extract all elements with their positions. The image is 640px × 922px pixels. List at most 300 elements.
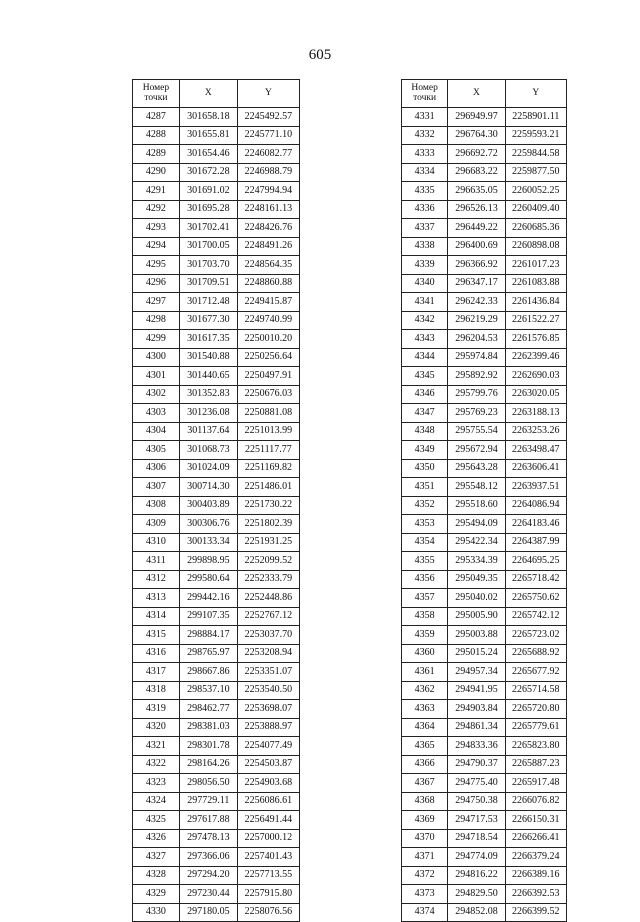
x-coordinate-cell: 300306.76	[179, 515, 237, 534]
y-coordinate-cell: 2252448.86	[237, 589, 299, 608]
point-number-cell: 4313	[133, 589, 180, 608]
y-coordinate-cell: 2265917.48	[505, 774, 566, 793]
point-number-cell: 4353	[402, 515, 448, 534]
x-coordinate-cell: 298537.10	[179, 681, 237, 700]
point-number-cell: 4317	[133, 663, 180, 682]
table-row	[402, 644, 567, 663]
table-row	[402, 737, 567, 756]
table-row	[133, 848, 300, 867]
point-number-cell: 4321	[133, 737, 180, 756]
x-coordinate-cell: 296242.33	[448, 293, 505, 312]
table-row	[133, 256, 300, 275]
table-row	[402, 607, 567, 626]
x-coordinate-cell: 295040.02	[448, 589, 505, 608]
point-number-cell: 4294	[133, 237, 180, 256]
table-row	[133, 126, 300, 145]
table-row	[133, 626, 300, 645]
table-row	[402, 515, 567, 534]
table-row	[133, 459, 300, 478]
x-coordinate-cell: 294957.34	[448, 663, 505, 682]
x-coordinate-cell: 301712.48	[179, 293, 237, 312]
table-row	[402, 330, 567, 349]
x-coordinate-cell: 301617.35	[179, 330, 237, 349]
point-number-cell: 4325	[133, 811, 180, 830]
x-coordinate-cell: 298301.78	[179, 737, 237, 756]
table-row	[402, 367, 567, 386]
point-number-cell: 4350	[402, 459, 448, 478]
y-coordinate-cell: 2258076.56	[237, 903, 299, 922]
table-row	[402, 718, 567, 737]
y-coordinate-cell: 2264086.94	[505, 496, 566, 515]
y-coordinate-cell: 2263606.41	[505, 459, 566, 478]
y-coordinate-cell: 2257000.12	[237, 829, 299, 848]
point-number-cell: 4331	[402, 108, 448, 127]
table-row	[402, 903, 567, 922]
y-coordinate-cell: 2251117.77	[237, 441, 299, 460]
x-coordinate-cell: 297478.13	[179, 829, 237, 848]
x-coordinate-cell: 301137.64	[179, 422, 237, 441]
y-coordinate-cell: 2264183.46	[505, 515, 566, 534]
x-coordinate-cell: 301540.88	[179, 348, 237, 367]
table-row	[133, 644, 300, 663]
x-coordinate-cell: 298462.77	[179, 700, 237, 719]
table-row	[133, 533, 300, 552]
table-row	[402, 182, 567, 201]
x-coordinate-cell: 294774.09	[448, 848, 505, 867]
table-header-row	[133, 80, 300, 108]
x-coordinate-cell: 295518.60	[448, 496, 505, 515]
table-row	[133, 348, 300, 367]
y-coordinate-cell: 2265887.23	[505, 755, 566, 774]
point-number-cell: 4355	[402, 552, 448, 571]
y-coordinate-cell: 2263937.51	[505, 478, 566, 497]
table-row	[133, 274, 300, 293]
table-row	[402, 459, 567, 478]
x-coordinate-cell: 301655.81	[179, 126, 237, 145]
table-row	[402, 570, 567, 589]
y-coordinate-cell: 2265720.80	[505, 700, 566, 719]
x-coordinate-cell: 298056.50	[179, 774, 237, 793]
x-coordinate-cell: 295422.34	[448, 533, 505, 552]
y-coordinate-cell: 2253698.07	[237, 700, 299, 719]
y-coordinate-cell: 2251169.82	[237, 459, 299, 478]
x-coordinate-cell: 295643.28	[448, 459, 505, 478]
x-coordinate-cell: 296449.22	[448, 219, 505, 238]
y-coordinate-cell: 2266389.16	[505, 866, 566, 885]
header-point-number: Номер точки	[402, 80, 448, 108]
y-coordinate-cell: 2259877.50	[505, 163, 566, 182]
x-coordinate-cell: 296400.69	[448, 237, 505, 256]
table-row	[402, 293, 567, 312]
point-number-cell: 4315	[133, 626, 180, 645]
y-coordinate-cell: 2261017.23	[505, 256, 566, 275]
point-number-cell: 4295	[133, 256, 180, 275]
table-row	[402, 478, 567, 497]
x-coordinate-cell: 295005.90	[448, 607, 505, 626]
point-number-cell: 4312	[133, 570, 180, 589]
y-coordinate-cell: 2260409.40	[505, 200, 566, 219]
y-coordinate-cell: 2256491.44	[237, 811, 299, 830]
x-coordinate-cell: 294829.50	[448, 885, 505, 904]
x-coordinate-cell: 300133.34	[179, 533, 237, 552]
y-coordinate-cell: 2262399.46	[505, 348, 566, 367]
point-number-cell: 4299	[133, 330, 180, 349]
y-coordinate-cell: 2257401.43	[237, 848, 299, 867]
y-coordinate-cell: 2250497.91	[237, 367, 299, 386]
y-coordinate-cell: 2261522.27	[505, 311, 566, 330]
table-row	[133, 700, 300, 719]
point-number-cell: 4322	[133, 755, 180, 774]
point-number-cell: 4349	[402, 441, 448, 460]
point-number-cell: 4357	[402, 589, 448, 608]
table-row	[133, 737, 300, 756]
point-number-cell: 4319	[133, 700, 180, 719]
x-coordinate-cell: 301440.65	[179, 367, 237, 386]
x-coordinate-cell: 297366.06	[179, 848, 237, 867]
point-number-cell: 4309	[133, 515, 180, 534]
y-coordinate-cell: 2250256.64	[237, 348, 299, 367]
point-number-cell: 4351	[402, 478, 448, 497]
coordinates-table-right	[401, 79, 567, 922]
point-number-cell: 4360	[402, 644, 448, 663]
table-row	[402, 145, 567, 164]
table-header-row	[402, 80, 567, 108]
y-coordinate-cell: 2265742.12	[505, 607, 566, 626]
x-coordinate-cell: 295548.12	[448, 478, 505, 497]
x-coordinate-cell: 301695.28	[179, 200, 237, 219]
point-number-cell: 4292	[133, 200, 180, 219]
table-row	[402, 274, 567, 293]
y-coordinate-cell: 2266379.24	[505, 848, 566, 867]
y-coordinate-cell: 2251013.99	[237, 422, 299, 441]
point-number-cell: 4310	[133, 533, 180, 552]
point-number-cell: 4291	[133, 182, 180, 201]
y-coordinate-cell: 2253208.94	[237, 644, 299, 663]
point-number-cell: 4306	[133, 459, 180, 478]
y-coordinate-cell: 2248564.35	[237, 256, 299, 275]
table-row	[402, 866, 567, 885]
x-coordinate-cell: 301068.73	[179, 441, 237, 460]
point-number-cell: 4367	[402, 774, 448, 793]
table-row	[133, 404, 300, 423]
point-number-cell: 4304	[133, 422, 180, 441]
x-coordinate-cell: 299580.64	[179, 570, 237, 589]
y-coordinate-cell: 2254503.87	[237, 755, 299, 774]
header-y: Y	[505, 80, 566, 108]
x-coordinate-cell: 301654.46	[179, 145, 237, 164]
y-coordinate-cell: 2252333.79	[237, 570, 299, 589]
table-row	[402, 811, 567, 830]
x-coordinate-cell: 296949.97	[448, 108, 505, 127]
point-number-cell: 4372	[402, 866, 448, 885]
table-row	[402, 163, 567, 182]
header-x: X	[448, 80, 505, 108]
x-coordinate-cell: 300403.89	[179, 496, 237, 515]
x-coordinate-cell: 296366.92	[448, 256, 505, 275]
x-coordinate-cell: 296692.72	[448, 145, 505, 164]
table-row	[402, 256, 567, 275]
x-coordinate-cell: 294941.95	[448, 681, 505, 700]
table-row	[402, 404, 567, 423]
x-coordinate-cell: 301677.30	[179, 311, 237, 330]
point-number-cell: 4316	[133, 644, 180, 663]
table-row	[133, 866, 300, 885]
point-number-cell: 4364	[402, 718, 448, 737]
table-row	[402, 589, 567, 608]
point-number-cell: 4335	[402, 182, 448, 201]
point-number-cell: 4327	[133, 848, 180, 867]
x-coordinate-cell: 298884.17	[179, 626, 237, 645]
y-coordinate-cell: 2248860.88	[237, 274, 299, 293]
y-coordinate-cell: 2265688.92	[505, 644, 566, 663]
x-coordinate-cell: 296683.22	[448, 163, 505, 182]
y-coordinate-cell: 2249415.87	[237, 293, 299, 312]
point-number-cell: 4361	[402, 663, 448, 682]
point-number-cell: 4323	[133, 774, 180, 793]
y-coordinate-cell: 2263498.47	[505, 441, 566, 460]
y-coordinate-cell: 2265779.61	[505, 718, 566, 737]
point-number-cell: 4343	[402, 330, 448, 349]
table-row	[133, 663, 300, 682]
x-coordinate-cell: 301691.02	[179, 182, 237, 201]
table-row	[402, 663, 567, 682]
y-coordinate-cell: 2252099.52	[237, 552, 299, 571]
y-coordinate-cell: 2261576.85	[505, 330, 566, 349]
y-coordinate-cell: 2263253.26	[505, 422, 566, 441]
y-coordinate-cell: 2259844.58	[505, 145, 566, 164]
y-coordinate-cell: 2252767.12	[237, 607, 299, 626]
x-coordinate-cell: 296219.29	[448, 311, 505, 330]
table-row	[133, 811, 300, 830]
x-coordinate-cell: 297617.88	[179, 811, 237, 830]
y-coordinate-cell: 2257915.80	[237, 885, 299, 904]
x-coordinate-cell: 295755.54	[448, 422, 505, 441]
x-coordinate-cell: 298164.26	[179, 755, 237, 774]
table-row	[133, 422, 300, 441]
x-coordinate-cell: 297294.20	[179, 866, 237, 885]
y-coordinate-cell: 2254077.49	[237, 737, 299, 756]
point-number-cell: 4354	[402, 533, 448, 552]
x-coordinate-cell: 301024.09	[179, 459, 237, 478]
table-row	[133, 219, 300, 238]
x-coordinate-cell: 294861.34	[448, 718, 505, 737]
y-coordinate-cell: 2265750.62	[505, 589, 566, 608]
y-coordinate-cell: 2260052.25	[505, 182, 566, 201]
y-coordinate-cell: 2266076.82	[505, 792, 566, 811]
y-coordinate-cell: 2250676.03	[237, 385, 299, 404]
y-coordinate-cell: 2248491.26	[237, 237, 299, 256]
table-row	[402, 422, 567, 441]
x-coordinate-cell: 294717.53	[448, 811, 505, 830]
point-number-cell: 4370	[402, 829, 448, 848]
table-row	[402, 774, 567, 793]
x-coordinate-cell: 299898.95	[179, 552, 237, 571]
point-number-cell: 4324	[133, 792, 180, 811]
x-coordinate-cell: 296204.53	[448, 330, 505, 349]
y-coordinate-cell: 2245492.57	[237, 108, 299, 127]
x-coordinate-cell: 301702.41	[179, 219, 237, 238]
table-row	[133, 607, 300, 626]
point-number-cell: 4305	[133, 441, 180, 460]
x-coordinate-cell: 301709.51	[179, 274, 237, 293]
x-coordinate-cell: 294833.36	[448, 737, 505, 756]
y-coordinate-cell: 2245771.10	[237, 126, 299, 145]
y-coordinate-cell: 2253351.07	[237, 663, 299, 682]
table-row	[402, 348, 567, 367]
point-number-cell: 4342	[402, 311, 448, 330]
x-coordinate-cell: 295769.23	[448, 404, 505, 423]
point-number-cell: 4336	[402, 200, 448, 219]
point-number-cell: 4330	[133, 903, 180, 922]
point-number-cell: 4297	[133, 293, 180, 312]
y-coordinate-cell: 2266399.52	[505, 903, 566, 922]
x-coordinate-cell: 298765.97	[179, 644, 237, 663]
table-row	[133, 589, 300, 608]
y-coordinate-cell: 2257713.55	[237, 866, 299, 885]
header-y: Y	[237, 80, 299, 108]
table-row	[133, 903, 300, 922]
y-coordinate-cell: 2251486.01	[237, 478, 299, 497]
table-row	[402, 108, 567, 127]
point-number-cell: 4303	[133, 404, 180, 423]
point-number-cell: 4320	[133, 718, 180, 737]
x-coordinate-cell: 297230.44	[179, 885, 237, 904]
y-coordinate-cell: 2253888.97	[237, 718, 299, 737]
y-coordinate-cell: 2248161.13	[237, 200, 299, 219]
table-row	[133, 774, 300, 793]
x-coordinate-cell: 295799.76	[448, 385, 505, 404]
y-coordinate-cell: 2251802.39	[237, 515, 299, 534]
y-coordinate-cell: 2254903.68	[237, 774, 299, 793]
x-coordinate-cell: 298667.86	[179, 663, 237, 682]
table-row	[133, 182, 300, 201]
y-coordinate-cell: 2266266.41	[505, 829, 566, 848]
table-row	[133, 367, 300, 386]
point-number-cell: 4338	[402, 237, 448, 256]
table-row	[133, 311, 300, 330]
y-coordinate-cell: 2265677.92	[505, 663, 566, 682]
y-coordinate-cell: 2261436.84	[505, 293, 566, 312]
x-coordinate-cell: 294775.40	[448, 774, 505, 793]
y-coordinate-cell: 2253540.50	[237, 681, 299, 700]
x-coordinate-cell: 294750.38	[448, 792, 505, 811]
table-row	[402, 626, 567, 645]
point-number-cell: 4290	[133, 163, 180, 182]
y-coordinate-cell: 2265718.42	[505, 570, 566, 589]
table-row	[402, 200, 567, 219]
y-coordinate-cell: 2246082.77	[237, 145, 299, 164]
x-coordinate-cell: 294718.54	[448, 829, 505, 848]
point-number-cell: 4329	[133, 885, 180, 904]
y-coordinate-cell: 2265714.58	[505, 681, 566, 700]
table-row	[133, 792, 300, 811]
x-coordinate-cell: 296526.13	[448, 200, 505, 219]
point-number-cell: 4341	[402, 293, 448, 312]
y-coordinate-cell: 2249740.99	[237, 311, 299, 330]
point-number-cell: 4358	[402, 607, 448, 626]
point-number-cell: 4363	[402, 700, 448, 719]
table-row	[402, 755, 567, 774]
y-coordinate-cell: 2251730.22	[237, 496, 299, 515]
point-number-cell: 4362	[402, 681, 448, 700]
point-number-cell: 4345	[402, 367, 448, 386]
point-number-cell: 4356	[402, 570, 448, 589]
y-coordinate-cell: 2260685.36	[505, 219, 566, 238]
y-coordinate-cell: 2266150.31	[505, 811, 566, 830]
point-number-cell: 4344	[402, 348, 448, 367]
table-row	[402, 885, 567, 904]
x-coordinate-cell: 301352.83	[179, 385, 237, 404]
x-coordinate-cell: 299442.16	[179, 589, 237, 608]
point-number-cell: 4298	[133, 311, 180, 330]
y-coordinate-cell: 2261083.88	[505, 274, 566, 293]
point-number-cell: 4348	[402, 422, 448, 441]
point-number-cell: 4346	[402, 385, 448, 404]
table-row	[133, 330, 300, 349]
table-row	[402, 385, 567, 404]
x-coordinate-cell: 296764.30	[448, 126, 505, 145]
x-coordinate-cell: 300714.30	[179, 478, 237, 497]
point-number-cell: 4318	[133, 681, 180, 700]
y-coordinate-cell: 2246988.79	[237, 163, 299, 182]
point-number-cell: 4374	[402, 903, 448, 922]
point-number-cell: 4333	[402, 145, 448, 164]
table-row	[133, 829, 300, 848]
point-number-cell: 4288	[133, 126, 180, 145]
table-row	[402, 681, 567, 700]
table-row	[402, 441, 567, 460]
x-coordinate-cell: 294903.84	[448, 700, 505, 719]
point-number-cell: 4287	[133, 108, 180, 127]
point-number-cell: 4326	[133, 829, 180, 848]
x-coordinate-cell: 295672.94	[448, 441, 505, 460]
point-number-cell: 4302	[133, 385, 180, 404]
y-coordinate-cell: 2259593.21	[505, 126, 566, 145]
point-number-cell: 4373	[402, 885, 448, 904]
point-number-cell: 4307	[133, 478, 180, 497]
point-number-cell: 4365	[402, 737, 448, 756]
x-coordinate-cell: 295015.24	[448, 644, 505, 663]
y-coordinate-cell: 2256086.61	[237, 792, 299, 811]
table-row	[133, 515, 300, 534]
table-row	[133, 108, 300, 127]
table-row	[402, 219, 567, 238]
point-number-cell: 4340	[402, 274, 448, 293]
x-coordinate-cell: 297180.05	[179, 903, 237, 922]
x-coordinate-cell: 297729.11	[179, 792, 237, 811]
table-row	[402, 237, 567, 256]
point-number-cell: 4314	[133, 607, 180, 626]
y-coordinate-cell: 2264695.25	[505, 552, 566, 571]
y-coordinate-cell: 2251931.25	[237, 533, 299, 552]
point-number-cell: 4337	[402, 219, 448, 238]
x-coordinate-cell: 295334.39	[448, 552, 505, 571]
x-coordinate-cell: 301236.08	[179, 404, 237, 423]
table-row	[133, 385, 300, 404]
table-row	[133, 293, 300, 312]
table-row	[402, 126, 567, 145]
table-row	[133, 441, 300, 460]
point-number-cell: 4369	[402, 811, 448, 830]
point-number-cell: 4328	[133, 866, 180, 885]
table-row	[402, 496, 567, 515]
point-number-cell: 4339	[402, 256, 448, 275]
y-coordinate-cell: 2264387.99	[505, 533, 566, 552]
y-coordinate-cell: 2250010.20	[237, 330, 299, 349]
x-coordinate-cell: 294790.37	[448, 755, 505, 774]
y-coordinate-cell: 2263188.13	[505, 404, 566, 423]
x-coordinate-cell: 295892.92	[448, 367, 505, 386]
